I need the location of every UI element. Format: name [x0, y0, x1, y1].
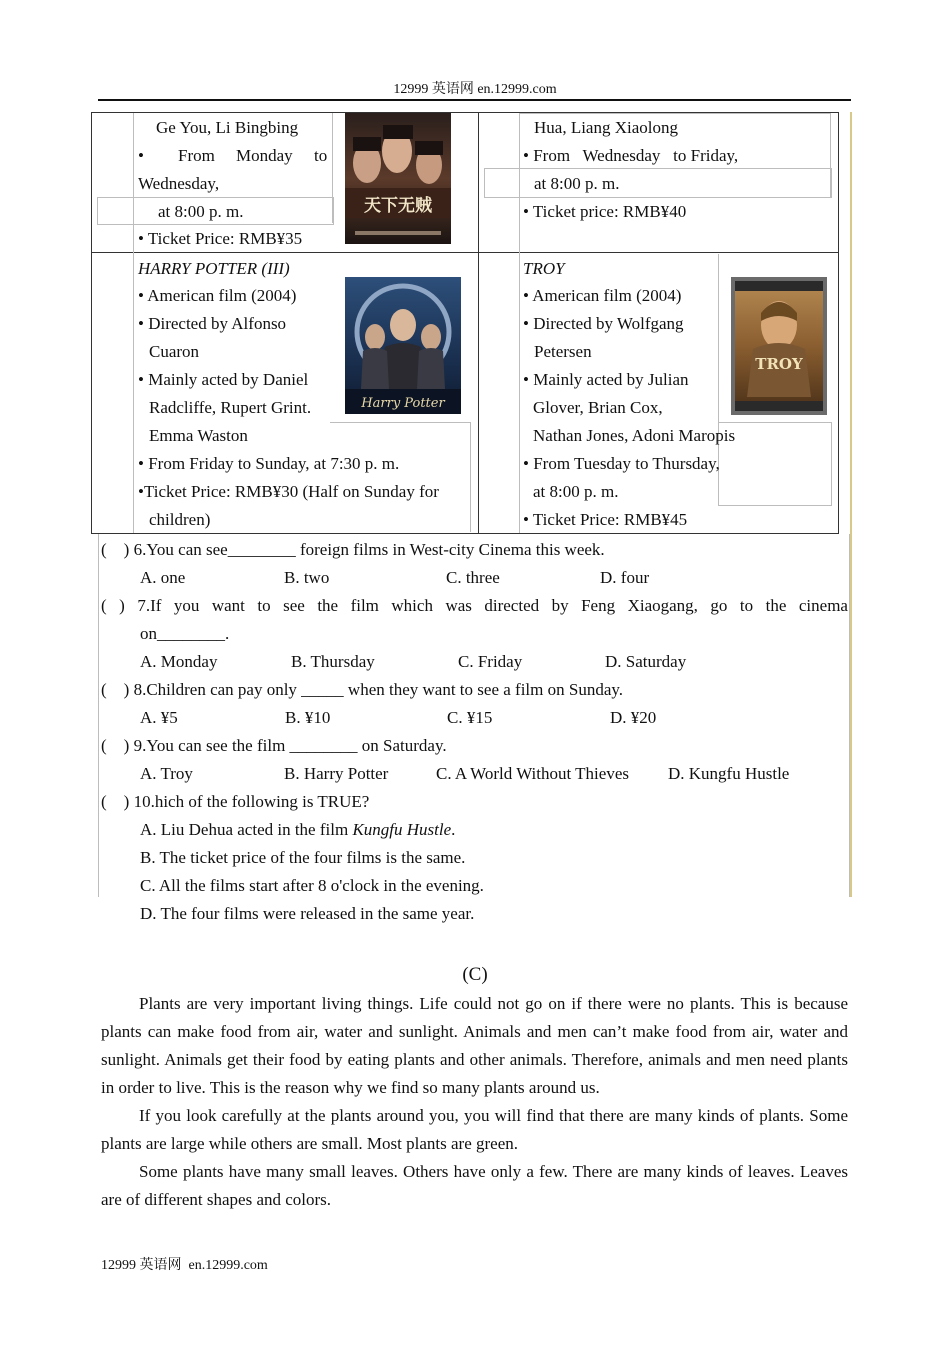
troy-line-7: • From Tuesday to Thursday, [523, 454, 720, 473]
q7-option-a: A. Monday [140, 652, 218, 671]
q10-option-a-title: Kungfu Hustle [352, 820, 452, 839]
q7-word: Feng [581, 596, 616, 615]
paragraph-1: Plants are very important living things. Life could not go on if there were no plants. This is because plants can make food from air, water and sunlight. Animals and men can’t make food from air, water and sunlight. Animals get their food by eating plants and other animals. Therefore, animals and men need plants in order to live. This is the reason why we find so many plants around us. [101, 994, 848, 1097]
q7-word: to [739, 596, 754, 615]
faint-box [718, 422, 832, 506]
troy-title: TROY [523, 259, 565, 278]
q7-paren-close: ) [119, 596, 125, 615]
q6-option-c: C. three [446, 568, 500, 587]
wwt-to: to [314, 146, 328, 165]
header-rule [98, 99, 851, 101]
troy-line-9: • Ticket Price: RMB¥45 [523, 510, 688, 529]
hp-line-2: • Directed by Alfonso [138, 314, 287, 333]
faint-line [133, 113, 134, 533]
section-c-heading: (C) [462, 964, 488, 985]
q7-option-d: D. Saturday [605, 652, 687, 671]
q7-word: see [283, 596, 305, 615]
hp-line-8: •Ticket Price: RMB¥30 (Half on Sunday for [138, 482, 439, 501]
hp-poster-title: Harry Potter [361, 396, 445, 411]
kungfu-cast-line: Hua, Liang Xiaolong [534, 118, 678, 137]
troy-line-4: • Mainly acted by Julian [523, 370, 689, 389]
q8-stem: ( ) 8.Children can pay only _____ when they want to see a film on Sunday. [101, 680, 624, 699]
q9-stem: ( ) 9.You can see the film ________ on Saturday. [101, 736, 447, 755]
troy-poster-title: TROY [755, 355, 803, 373]
hp-line-9: children) [149, 510, 211, 529]
q10-option-a-text: A. Liu Dehua acted in the film [140, 820, 353, 839]
wwt-price: • Ticket Price: RMB¥35 [138, 229, 303, 248]
wwt-time-line3: at 8:00 p. m. [158, 202, 244, 221]
q7-word: directed [484, 596, 540, 615]
q7-word: Xiaogang, [627, 596, 698, 615]
hp-line-5: Radcliffe, Rupert Grint. [149, 398, 312, 417]
q8-option-a: A. ¥5 [140, 708, 178, 727]
q9-option-c: C. A World Without Thieves [436, 764, 629, 783]
q10-option-b: B. The ticket price of the four films is the same. [140, 848, 466, 867]
q7-word: the [317, 596, 339, 615]
faint-line [830, 113, 831, 197]
q6-option-a: A. one [140, 568, 186, 587]
q7-word: 7.If [137, 596, 162, 615]
q9-option-a: A. Troy [140, 764, 193, 783]
q10-option-a [140, 820, 455, 840]
q7-stem [101, 596, 848, 616]
faint-line [470, 422, 471, 532]
q7-word: you [173, 596, 200, 615]
troy-line-1: • American film (2004) [523, 286, 682, 305]
troy-line-3: Petersen [534, 342, 592, 361]
wwt-from: From [178, 146, 215, 165]
wwt-cast-line: Ge You, Li Bingbing [156, 118, 299, 137]
hp-poster-image [345, 277, 461, 414]
q7-stem-line2: on________. [140, 624, 230, 643]
kungfu-time-line1: • From Wednesday to Friday, [523, 146, 739, 165]
q8-option-c: C. ¥15 [447, 708, 493, 727]
wwt-monday: Monday [236, 146, 293, 165]
wwt-bullet: • [138, 146, 144, 165]
faint-line [98, 534, 99, 897]
q7-option-c: C. Friday [458, 652, 523, 671]
q7-word: which [391, 596, 433, 615]
troy-poster-image [731, 277, 827, 415]
wwt-poster-title: 天下无贼 [364, 196, 432, 216]
q6-option-d: D. four [600, 568, 650, 587]
paragraph-2: If you look carefully at the plants around you, you will find that there are many kinds of plants. Some plants are large while others are small. Most plants are green. [101, 1106, 848, 1153]
troy-line-2: • Directed by Wolfgang [523, 314, 684, 333]
hp-line-6: Emma Waston [149, 426, 248, 445]
q7-word: film [350, 596, 379, 615]
q7-word: the [765, 596, 787, 615]
q7-word: was [445, 596, 472, 615]
faint-line [718, 254, 719, 424]
wwt-time-line2: Wednesday, [138, 174, 220, 193]
q7-word: cinema [798, 596, 848, 615]
q6-option-b: B. two [284, 568, 330, 587]
page-header: 12999 英语网 en.12999.com [393, 82, 557, 97]
faint-line [330, 422, 470, 423]
q6-stem: ( ) 6.You can see________ foreign films in West-city Cinema this week. [101, 540, 605, 559]
hp-line-4: • Mainly acted by Daniel [138, 370, 309, 389]
hp-line-3: Cuaron [149, 342, 200, 361]
hp-line-7: • From Friday to Sunday, at 7:30 p. m. [138, 454, 400, 473]
q9-option-d: D. Kungfu Hustle [668, 764, 790, 783]
wwt-poster-image [345, 113, 451, 244]
q7-word: to [257, 596, 271, 615]
q9-option-b: B. Harry Potter [284, 764, 389, 783]
troy-line-8: at 8:00 p. m. [533, 482, 619, 501]
q7-paren: ( [101, 596, 107, 615]
q8-option-d: D. ¥20 [610, 708, 657, 727]
margin-line [850, 112, 852, 897]
table-divider-vertical [478, 113, 479, 533]
kungfu-price: • Ticket price: RMB¥40 [523, 202, 687, 221]
paragraph-3: Some plants have many small leaves. Others have only a few. There are many kinds of leaves. Leaves are of different shapes and colors. [101, 1162, 848, 1209]
faint-line [332, 113, 333, 223]
q7-word: want [211, 596, 245, 615]
q10-option-d: D. The four films were released in the same year. [140, 904, 475, 923]
table-divider-horizontal [92, 252, 838, 253]
q10-option-c: C. All the films start after 8 o'clock in the evening. [140, 876, 484, 895]
q10-stem: ( ) 10.hich of the following is TRUE? [101, 792, 370, 811]
q7-word: by [551, 596, 569, 615]
q10-option-a-end: . [451, 820, 456, 839]
troy-line-6: Nathan Jones, Adoni Maropis [533, 426, 736, 445]
kungfu-time-line2: at 8:00 p. m. [534, 174, 620, 193]
page-footer: 12999 英语网 en.12999.com [101, 1258, 268, 1273]
hp-line-1: • American film (2004) [138, 286, 297, 305]
troy-line-5: Glover, Brian Cox, [533, 398, 663, 417]
section-c-passage [101, 990, 848, 1214]
q7-option-b: B. Thursday [291, 652, 375, 671]
q8-option-b: B. ¥10 [285, 708, 331, 727]
q7-word: go [710, 596, 728, 615]
faint-line [519, 113, 830, 114]
hp-title: HARRY POTTER (III) [138, 259, 290, 278]
